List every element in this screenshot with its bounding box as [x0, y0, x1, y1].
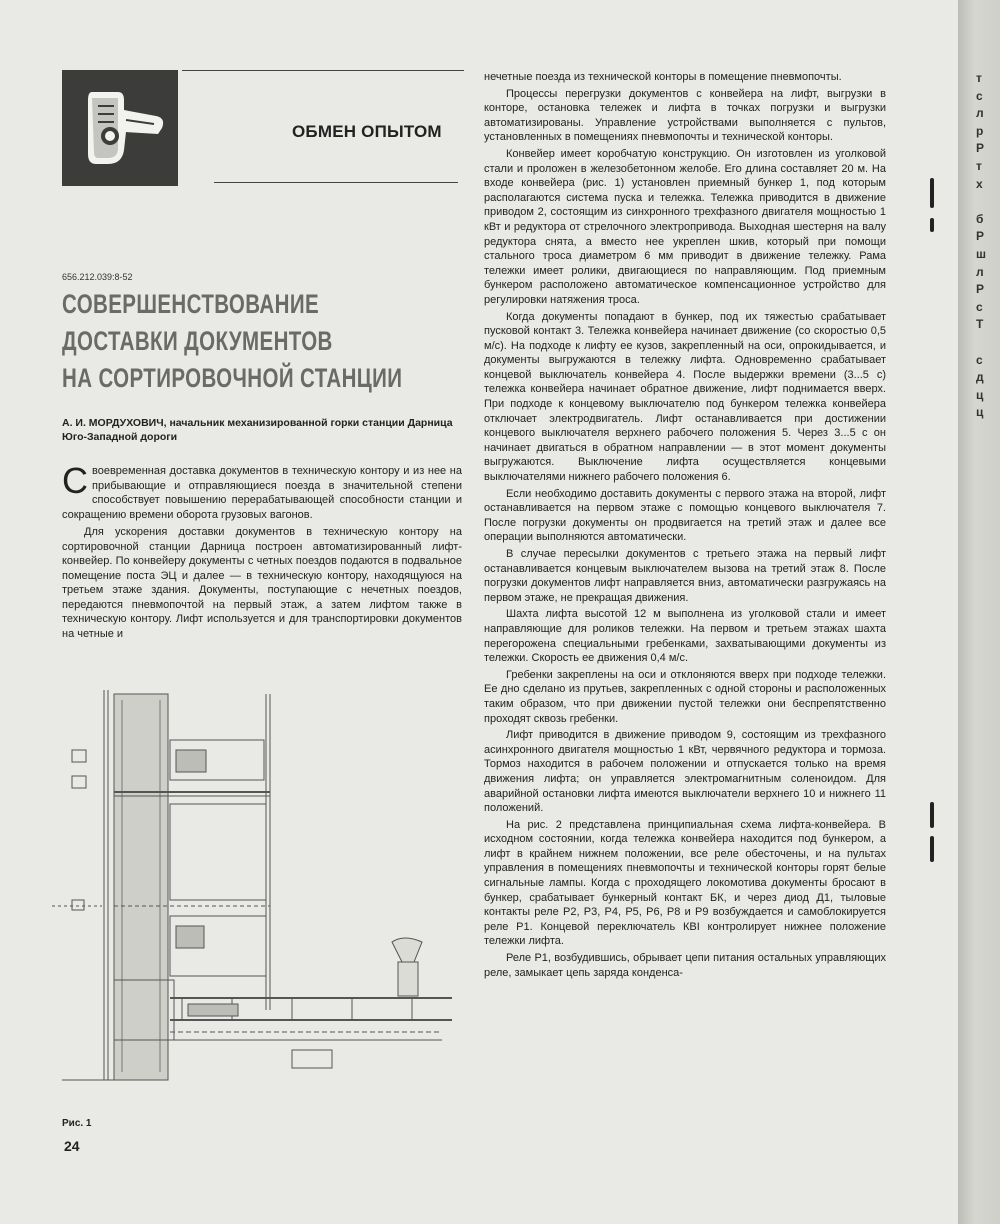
bleed-mark — [930, 802, 934, 828]
next-page-letter: Р — [976, 282, 985, 297]
right-column — [484, 70, 886, 982]
body-paragraph: Конвейер имеет коробчатую конструкцию. Он изготовлен из уголковой стали и проложен в железобетонном желобе. Его длина составляет 20 м. На входе конвейера (рис. 1) установлен приемный бункер 1, под которым располагаются система пуска и тележка. Тележка приводится в движение приводом 2, состоящим из синхронного трехфазного двигателя мощностью 1 кВт и редуктора от стрелочного электропривода. Выходная шестерня на валу редуктора снята, а вместо нее укреплен шкив, который при помощи стального троса диаметром 6 мм приводит в движение тележку. Рама тележки имеет ролики, двигающиеся по направляющим. Под приемным бункером расположено автоматическое компенсационное устройство для регулировки натяжения троса. — [484, 147, 886, 306]
intro-paragraph: Своевременная доставка документов в техническую контору и из нее на прибывающие и отправляющиеся поезда в значительной степени способствует повышению перерабатывающей способности станции и сокращению времени оборота грузовых вагонов. — [62, 460, 462, 521]
body-paragraph: Шахта лифта высотой 12 м выполнена из уголковой стали и имеет направляющие для роликов тележки. На первом и третьем этажах шахта перегорожена специальными гребенками, захватывающими документы из тележки. Скорость ее движения 0,4 м/с. — [484, 608, 886, 665]
next-page-letter: Т — [976, 317, 984, 332]
next-page-letter: с — [976, 352, 983, 367]
body-paragraph: Если необходимо доставить документы с первого этажа на второй, лифт останавливается на первом этаже с помощью концевого выключателя 7. После погрузки документы он продвигается на третий этаж и далее все операции выполняются автоматически. — [484, 487, 886, 544]
next-page-letter — [976, 193, 994, 211]
bleed-mark — [930, 836, 934, 862]
body-paragraph: Процессы перегрузки документов с конвейера на лифт, выгрузки в конторе, остановка тележек и лифта в точках погрузки и выгрузки автоматизированы. Управление устройствами выполняется с пультов, установленных в помещениях пневмопочты и технической конторы. — [484, 87, 886, 144]
left-column — [62, 460, 462, 644]
figure-lift-conveyor-drawing — [52, 680, 472, 1100]
next-page-letter — [976, 334, 994, 352]
author-byline — [62, 416, 462, 444]
body-paragraph: В случае пересылки документов с третьего этажа на первый лифт останавливается концевым выключателем вызова на третий этаж 8. После погрузки документов лифт направляется вниз, автоматически разгружаясь на первом этаже, не прекращая движения. — [484, 548, 886, 604]
author-name: А. И. МОРДУХОВИЧ, — [62, 417, 167, 429]
body-paragraph: Для ускорения доставки документов в техническую контору на сортировочной станции Дарница построен автоматизированный лифт-конвейер. По конвейеру документы с четных поездов подаются в подвальное помещение поста ЭЦ и далее — в техническую контору, находящуюся на третьем этаже здания. Документы, поступающие с нечетных поездов, передаются пневмопочтой на первый этаж, а затем лифтом также в техническую контору. Лифт используется и для транспортировки документов на четные и — [62, 526, 462, 640]
next-page-letter: ц — [976, 405, 984, 420]
next-page-letters — [976, 70, 994, 422]
next-page-letter: х — [976, 176, 983, 191]
body-paragraph: Гребенки закреплены на оси и отклоняются вверх при подходе тележки. Ее дно сделано из прутьев, закрепленных с одной стороны и расположенных таким образом, что при движении пустой тележки они беспрепятственно проходят сквозь гребенки. — [484, 668, 886, 725]
section-rule-top — [182, 70, 464, 71]
next-page-letter: ц — [976, 387, 984, 402]
body-paragraph: Реле Р1, возбудившись, обрывает цепи питания остальных управляющих реле, замыкает цепь заряда конденса- — [484, 952, 886, 979]
next-page-letter: с — [976, 88, 983, 103]
drop-cap: С — [62, 460, 88, 501]
section-title: ОБМЕН ОПЫТОМ — [292, 122, 442, 141]
body-paragraph: Лифт приводится в движение приводом 9, состоящим из трехфазного асинхронного двигателя мощностью 1 кВт, червячного редуктора и тормоза. Тормоз находится в рабочем положении и отпускается только на время движения лифта; он управляется электромагнитным соленоидом. Для аварийной остановки лифта имеются выключатели верхнего 10 и нижнего 11 положений. — [484, 729, 886, 815]
headline-line-3: НА СОРТИРОВОЧНОЙ СТАНЦИИ — [62, 363, 403, 393]
body-paragraph: нечетные поезда из технической конторы в помещение пневмопочты. — [484, 71, 842, 83]
next-page-letter: с — [976, 299, 983, 314]
next-page-letter: р — [976, 123, 984, 138]
headline-line-1: СОВЕРШЕНСТВОВАНИЕ — [62, 289, 320, 319]
udc-code: 656.212.039:8-52 — [62, 272, 133, 282]
next-page-letter: Р — [976, 229, 985, 244]
next-page-letter: б — [976, 211, 984, 226]
body-paragraph: Когда документы попадают в бункер, под их тяжестью срабатывает пусковой контакт 3. Тележка конвейера начинает движение (со скоростью 0,5 м/с). На подходе к лифту ее кузов, закрепленный на оси, опрокидывается, и документы выгружаются в тележку лифта. Одновременно срабатывает концевой выключатель конвейера 4. После выдержки времени (3...5 с) тележка конвейера начинает обратное движение, лифт поднимается вверх. При подходе к концевому выключателю под бункером тележка конвейера отключает электродвигатель. Лифт останавливается при достижении концевого выключателя верхнего рабочего положения 5. Через 3...5 с он начинает двигаться в обратном направлении — в этот момент документы выгружаются. Выключение лифта осуществляется концевыми выключателями нижнего рабочего положения 6. — [484, 310, 886, 484]
body-paragraph: На рис. 2 представлена принципиальная схема лифта-конвейера. В исходном состоянии, когда тележка конвейера находится под бункером, а лифт в крайнем нижнем положении, все реле обесточены, и на пультах управления в помещениях пневмопочты и технической конторы горят белые сигнальные лампы. Когда с проходящего локомотива документы бросают в бункер, срабатывает бункерный контакт БК, и через диод Д1, тыловые контакты реле Р2, Р3, Р4, Р5, Р6, Р8 и Р9 возбуждается и самоблокируется реле Р1. Концевой переключатель КВІ контролирует нижнее положение тележки лифта. — [484, 818, 886, 948]
page-number: 24 — [64, 1138, 80, 1154]
next-page-letter: л — [976, 264, 984, 279]
section-logo-hand-icon — [62, 70, 178, 186]
next-page-letter: Р — [976, 141, 985, 156]
next-page-letter: т — [976, 71, 982, 85]
next-page-letter: ш — [976, 246, 987, 261]
author-title: начальник механизированной горки станции Дарница Юго-Западной дороги — [62, 417, 453, 443]
section-rule-bottom — [214, 182, 458, 183]
next-page-letter: т — [976, 158, 982, 173]
next-page-letter: л — [976, 106, 984, 121]
bleed-mark — [930, 178, 934, 208]
next-page-letter: д — [976, 370, 984, 385]
figure-caption: Рис. 1 — [62, 1118, 92, 1129]
bleed-mark — [930, 218, 934, 232]
headline-line-2: ДОСТАВКИ ДОКУМЕНТОВ — [62, 326, 333, 356]
article-headline — [62, 286, 403, 397]
